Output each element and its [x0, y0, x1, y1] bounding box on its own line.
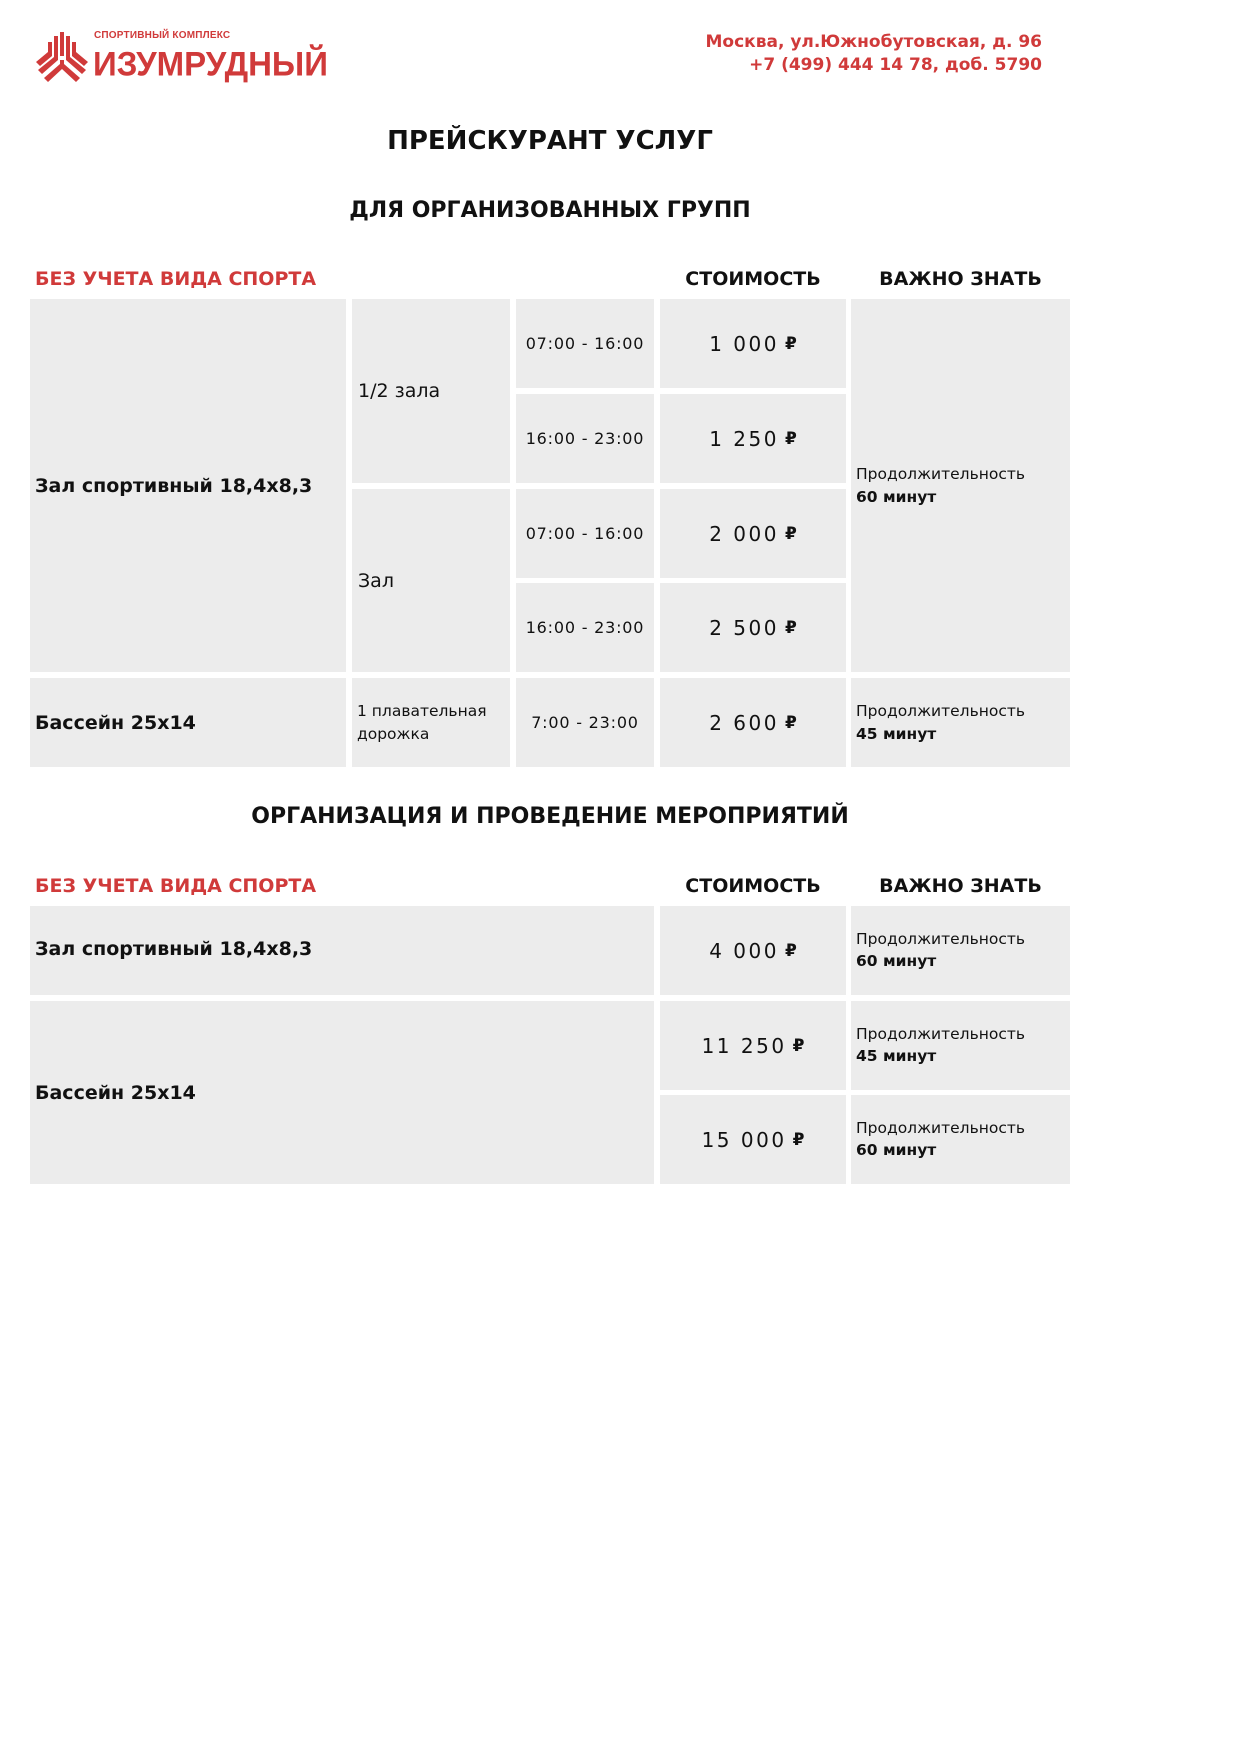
price-cell	[660, 583, 846, 672]
time-cell	[516, 489, 654, 578]
price-cell	[660, 489, 846, 578]
hall-half-cell	[352, 299, 510, 483]
time-range: 07:00 - 16:00	[525, 524, 645, 543]
event-pool-note-cell	[851, 1095, 1070, 1184]
note-label: Продолжительность	[856, 1119, 1026, 1137]
address: Москва, ул.Южнобутовская, д. 96	[705, 32, 1042, 52]
price-value: 11 250 ₽	[701, 1033, 805, 1058]
section2-info-header: ВАЖНО ЗНАТЬ	[879, 875, 1042, 897]
price-value: 4 000 ₽	[709, 938, 797, 963]
hall-name: Зал спортивный 18,4х8,3	[35, 474, 313, 497]
pool-area	[352, 678, 510, 767]
time-cell	[516, 678, 654, 767]
time-range: 07:00 - 16:00	[525, 334, 645, 353]
price-value: 1 250 ₽	[709, 426, 797, 451]
phone-number[interactable]: +7 (499) 444 14 78, доб. 5790	[749, 55, 1042, 75]
pool-name: Бассейн 25х14	[35, 711, 196, 734]
event-hall-name: Зал спортивный 18,4х8,3	[35, 938, 313, 960]
event-hall-note-cell	[851, 906, 1070, 995]
time-range: 16:00 - 23:00	[525, 618, 645, 637]
note-value: 60 минут	[856, 1141, 937, 1160]
price-cell	[660, 299, 846, 388]
pool-note-cell	[851, 678, 1070, 767]
hall-note	[851, 299, 1070, 672]
ruble-icon: ₽	[784, 712, 797, 733]
logo-subtitle: СПОРТИВНЫЙ КОМПЛЕКС	[94, 30, 231, 41]
price-value: 2 600 ₽	[709, 710, 797, 735]
event-pool-note	[851, 1001, 1070, 1090]
time-cell	[516, 583, 654, 672]
logo-emblem-icon	[36, 30, 88, 82]
price-value: 1 000 ₽	[709, 331, 797, 356]
ruble-icon: ₽	[784, 523, 797, 544]
ruble-icon: ₽	[792, 1129, 805, 1150]
note-label: Продолжительность	[856, 930, 1026, 948]
hall-full-label: Зал	[358, 569, 394, 592]
note-label: Продолжительность	[856, 1025, 1026, 1043]
event-hall-note	[851, 906, 1070, 995]
pool-note	[851, 678, 1070, 767]
price-cell	[660, 906, 846, 995]
note-value: 60 минут	[856, 952, 937, 971]
section1-info-header: ВАЖНО ЗНАТЬ	[879, 268, 1042, 290]
pool-area-line2: дорожка	[357, 724, 430, 743]
ruble-icon: ₽	[792, 1035, 805, 1056]
time-range: 16:00 - 23:00	[525, 429, 645, 448]
event-pool-name: Бассейн 25х14	[35, 1081, 196, 1104]
note-value: 45 минут	[856, 1047, 937, 1066]
note-label: Продолжительность	[856, 465, 1026, 484]
section2-title: ОРГАНИЗАЦИЯ И ПРОВЕДЕНИЕ МЕРОПРИЯТИЙ	[251, 804, 849, 829]
ruble-icon: ₽	[784, 940, 797, 961]
section1-label: БЕЗ УЧЕТА ВИДА СПОРТА	[35, 268, 317, 290]
page-title: ПРЕЙСКУРАНТ УСЛУГ	[387, 126, 713, 156]
price-cell	[660, 678, 846, 767]
time-cell	[516, 394, 654, 483]
time-range: 7:00 - 23:00	[531, 713, 639, 732]
price-cell	[660, 1001, 846, 1090]
event-pool-name-cell	[30, 1001, 654, 1184]
note-label: Продолжительность	[856, 702, 1026, 721]
event-pool-note-cell	[851, 1001, 1070, 1090]
note-value: 60 минут	[856, 487, 937, 506]
price-cell	[660, 394, 846, 483]
price-value: 2 000 ₽	[709, 521, 797, 546]
ruble-icon: ₽	[784, 428, 797, 449]
logo-name: ИЗУМРУДНЫЙ	[93, 44, 328, 83]
ruble-icon: ₽	[784, 333, 797, 354]
event-hall-name-cell	[30, 906, 654, 995]
hall-note-cell	[851, 299, 1070, 672]
price-value: 2 500 ₽	[709, 615, 797, 640]
note-value: 45 минут	[856, 724, 937, 743]
section1-title: ДЛЯ ОРГАНИЗОВАННЫХ ГРУПП	[349, 198, 751, 223]
hall-half-label: 1/2 зала	[358, 380, 441, 402]
section2-price-header: СТОИМОСТЬ	[685, 875, 821, 897]
section1-price-header: СТОИМОСТЬ	[685, 268, 821, 290]
ruble-icon: ₽	[784, 617, 797, 638]
event-pool-note	[851, 1095, 1070, 1184]
hall-full-cell	[352, 489, 510, 672]
section2-label: БЕЗ УЧЕТА ВИДА СПОРТА	[35, 875, 317, 897]
hall-name-cell	[30, 299, 346, 672]
pool-name-cell	[30, 678, 346, 767]
price-value: 15 000 ₽	[701, 1127, 805, 1152]
pool-area-line1: 1 плавательная	[357, 702, 487, 721]
pool-area-cell	[352, 678, 510, 767]
time-cell	[516, 299, 654, 388]
price-cell	[660, 1095, 846, 1184]
